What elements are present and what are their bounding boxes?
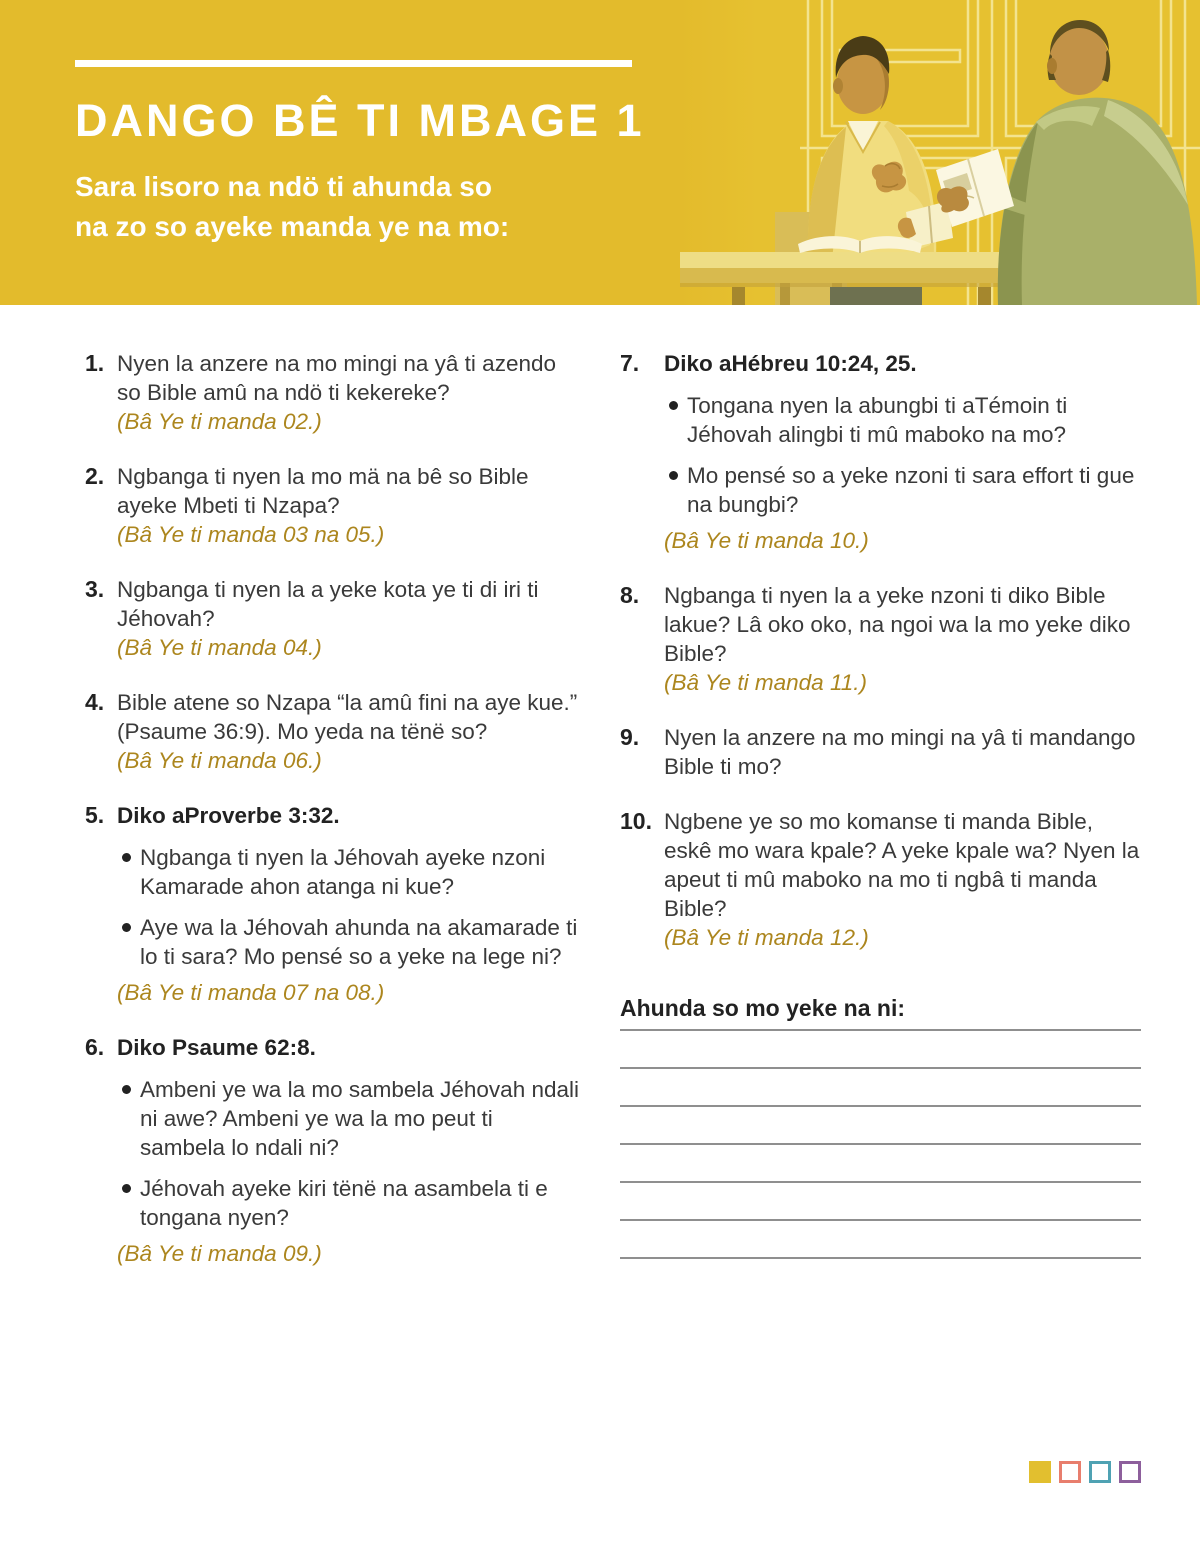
- coral-outline-square: [1059, 1461, 1081, 1483]
- question-text: Diko Psaume 62:8.: [117, 1035, 316, 1060]
- question-number: 7.: [620, 350, 640, 376]
- question-text: Diko aProverbe 3:32.: [117, 803, 340, 828]
- question-reference: (Bâ Ye ti manda 04.): [117, 635, 322, 660]
- left-column: [85, 349, 581, 1294]
- question-number: 4.: [85, 689, 105, 715]
- right-man-hand: [937, 186, 969, 212]
- note-lines: [620, 1023, 1141, 1259]
- question-number: 9.: [620, 724, 640, 750]
- question-4: [85, 688, 581, 775]
- question-text: Diko aHébreu 10:24, 25.: [664, 351, 917, 376]
- note-line: [620, 1023, 1141, 1031]
- question-reference: (Bâ Ye ti manda 03 na 05.): [117, 522, 385, 547]
- question-reference: (Bâ Ye ti manda 12.): [664, 925, 869, 950]
- right-column: [620, 349, 1141, 1259]
- title-rule: [75, 60, 632, 67]
- question-5: [85, 801, 581, 1007]
- question-reference: (Bâ Ye ti manda 07 na 08.): [117, 980, 385, 1005]
- left-man-legs: [830, 287, 922, 305]
- note-line: [620, 1107, 1141, 1145]
- question-text: Nyen la anzere na mo mingi na yâ ti azendo so Bible amû na ndö ti kekereke?: [117, 351, 557, 405]
- subtitle-line-2: na zo so ayeke manda ye na mo:: [75, 211, 510, 242]
- bullet-item: Mo pensé so a yeke nzoni ti sara effort ti gue na bungbi?: [664, 461, 1141, 519]
- question-bullets: [664, 391, 1141, 519]
- question-number: 10.: [620, 808, 652, 834]
- question-6: [85, 1033, 581, 1268]
- note-line: [620, 1031, 1141, 1069]
- question-10: [620, 807, 1141, 952]
- note-line: [620, 1069, 1141, 1107]
- bullet-item: Ambeni ye wa la mo sambela Jéhovah ndali ni awe? Ambeni ye wa la mo peut ti sambela lo ndali ni?: [117, 1075, 581, 1162]
- lesson-progress-squares: [1029, 1461, 1141, 1483]
- question-9: [620, 723, 1141, 781]
- gold-filled-square: [1029, 1461, 1051, 1483]
- question-text: Nyen la anzere na mo mingi na yâ ti mandango Bible ti mo?: [664, 725, 1136, 779]
- bullet-item: Jéhovah ayeke kiri tënë na asambela ti e tongana nyen?: [117, 1174, 581, 1232]
- page-subtitle: [75, 167, 645, 247]
- question-reference: (Bâ Ye ti manda 02.): [117, 409, 322, 434]
- bullet-item: Ngbanga ti nyen la Jéhovah ayeke nzoni Kamarade ahon atanga ni kue?: [117, 843, 581, 901]
- note-line: [620, 1221, 1141, 1259]
- question-3: [85, 575, 581, 662]
- question-reference: (Bâ Ye ti manda 06.): [117, 748, 322, 773]
- question-reference: (Bâ Ye ti manda 11.): [664, 670, 868, 695]
- question-reference: (Bâ Ye ti manda 10.): [664, 528, 869, 553]
- bible-study-illustration: [680, 0, 1200, 305]
- question-number: 1.: [85, 350, 105, 376]
- note-line: [620, 1183, 1141, 1221]
- question-number: 5.: [85, 802, 105, 828]
- bullet-item: Tongana nyen la abungbi ti aTémoin ti Jéhovah alingbi ti mû maboko na mo?: [664, 391, 1141, 449]
- teal-outline-square: [1089, 1461, 1111, 1483]
- note-line: [620, 1145, 1141, 1183]
- question-number: 8.: [620, 582, 640, 608]
- question-bullets: [117, 1075, 581, 1232]
- question-2: [85, 462, 581, 549]
- question-number: 2.: [85, 463, 105, 489]
- subtitle-line-1: Sara lisoro na ndö ti ahunda so: [75, 171, 492, 202]
- header-banner: [0, 0, 1200, 305]
- question-text: Ngbene ye so mo komanse ti manda Bible, eskê mo wara kpale? A yeke kpale wa? Nyen la apeut ti mû maboko na mo ti ngbâ ti manda Bible?: [664, 809, 1140, 921]
- question-text: Ngbanga ti nyen la mo mä na bê so Bible ayeke Mbeti ti Nzapa?: [117, 464, 529, 518]
- purple-outline-square: [1119, 1461, 1141, 1483]
- question-text: Bible atene so Nzapa “la amû fini na aye kue.” (Psaume 36:9). Mo yeda na tënë so?: [117, 690, 578, 744]
- question-8: [620, 581, 1141, 697]
- question-bullets: [117, 843, 581, 971]
- page-title: DANGO BÊ TI MBAGE 1: [75, 95, 645, 146]
- notes-heading: Ahunda so mo yeke na ni:: [620, 995, 905, 1021]
- question-number: 3.: [85, 576, 105, 602]
- question-text: Ngbanga ti nyen la a yeke kota ye ti di iri ti Jéhovah?: [117, 577, 539, 631]
- bullet-item: Aye wa la Jéhovah ahunda na akamarade ti lo ti sara? Mo pensé so a yeke na lege ni?: [117, 913, 581, 971]
- question-reference: (Bâ Ye ti manda 09.): [117, 1241, 322, 1266]
- question-7: [620, 349, 1141, 555]
- question-1: [85, 349, 581, 436]
- question-text: Ngbanga ti nyen la a yeke nzoni ti diko Bible lakue? Lâ oko oko, na ngoi wa la mo yeke diko Bible?: [664, 583, 1131, 666]
- question-number: 6.: [85, 1034, 105, 1060]
